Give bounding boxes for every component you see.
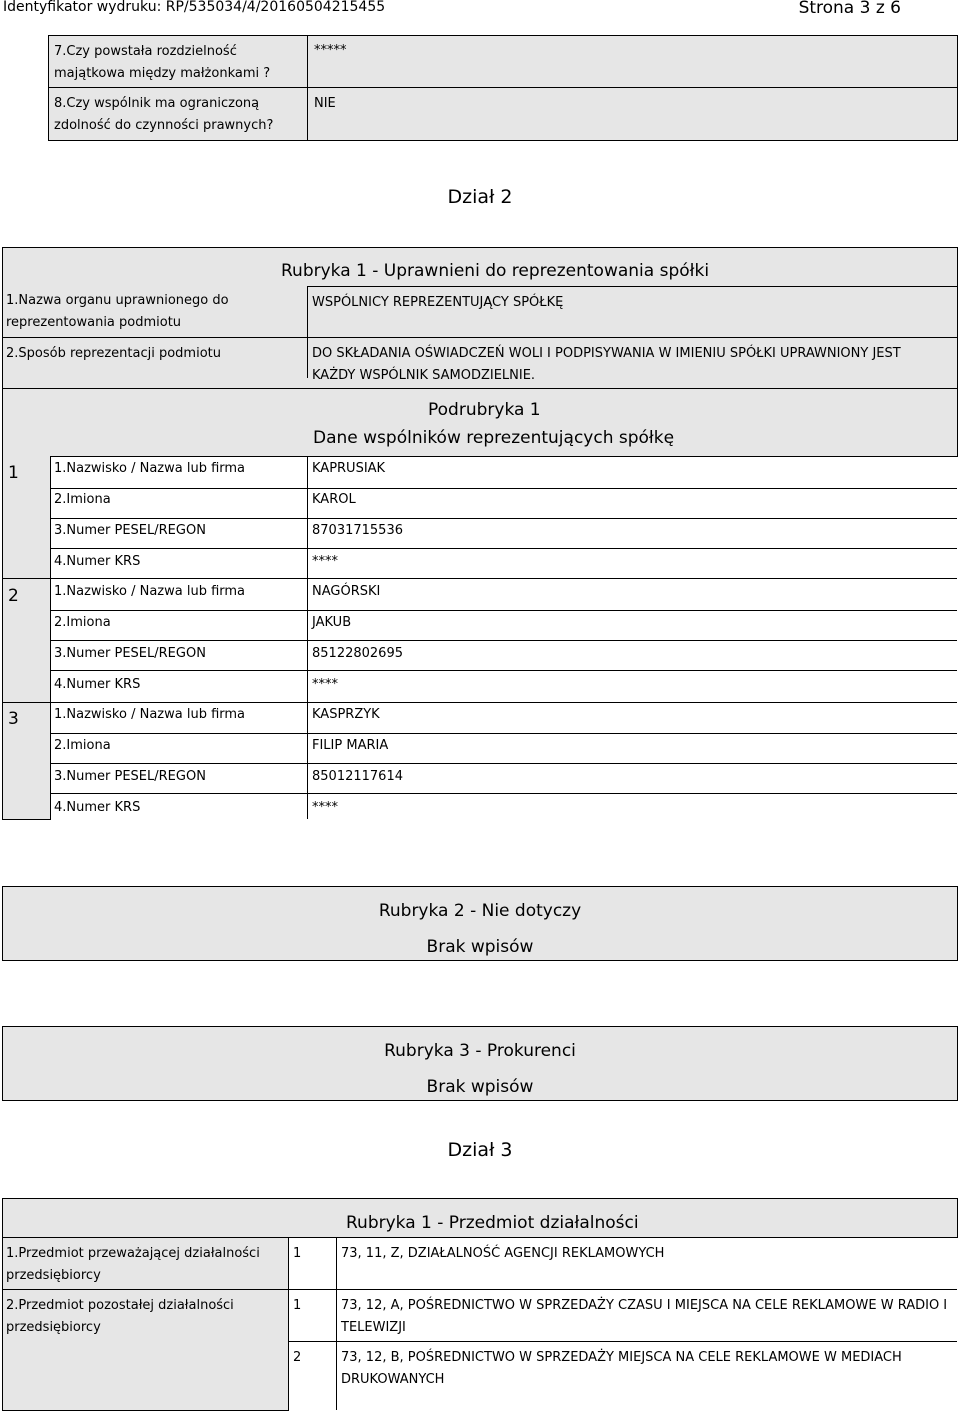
label-krs: 4.Numer KRS [54,677,141,692]
pozostaly-num: 1 [293,1298,302,1313]
label-pesel: 3.Numer PESEL/REGON [54,646,206,661]
label-pesel: 3.Numer PESEL/REGON [54,769,206,784]
dzial2-title: Dział 2 [447,186,513,208]
value-nazwisko: KAPRUSIAK [312,461,386,476]
rubryka2-note: Brak wpisów [426,937,534,957]
value-imiona: KAROL [312,492,356,507]
organ-label: 1.Nazwa organu uprawnionego do reprezentowania podmiotu [6,293,229,330]
rubryka3-box [2,1026,958,1101]
value-imiona: JAKUB [312,615,352,630]
podrubryka-title: Podrubryka 1 [428,400,541,420]
organ-value: WSPÓLNICY REPREZENTUJĄCY SPÓŁKĘ [312,295,564,310]
label-krs: 4.Numer KRS [54,800,141,815]
value-pesel: 85012117614 [312,769,403,784]
wspolnik-number: 2 [8,586,19,606]
przewazajacy-value: 73, 11, Z, DZIAŁALNOŚĆ AGENCJI REKLAMOWYCH [341,1246,665,1261]
rubryka1-table [2,247,958,820]
przewazajacy-label: 1.Przedmiot przeważającej działalności przedsiębiorcy [6,1246,260,1283]
row8-value: NIE [314,96,336,111]
print-id: Identyfikator wydruku: RP/535034/4/20160504215455 [3,0,386,15]
value-nazwisko: NAGÓRSKI [312,584,381,599]
pozostaly-label: 2.Przedmiot pozostałej działalności przedsiębiorcy [6,1298,234,1335]
label-nazwisko: 1.Nazwisko / Nazwa lub firma [54,461,246,476]
value-nazwisko: KASPRZYK [312,707,380,722]
row8-label: 8.Czy wspólnik ma ograniczoną zdolność do czynności prawnych? [54,96,274,133]
label-nazwisko: 1.Nazwisko / Nazwa lub firma [54,584,246,599]
pozostaly-value: 73, 12, A, POŚREDNICTWO W SPRZEDAŻY CZASU I MIEJSCA NA CELE REKLAMOWE W RADIO I TELEWIZJI [341,1298,948,1335]
label-imiona: 2.Imiona [54,738,111,753]
label-imiona: 2.Imiona [54,615,111,630]
value-krs: **** [312,554,338,569]
value-imiona: FILIP MARIA [312,738,389,753]
sposob-label: 2.Sposób reprezentacji podmiotu [6,346,221,361]
pozostaly-value: 73, 12, B, POŚREDNICTWO W SPRZEDAŻY MIEJSCA NA CELE REKLAMOWE W MEDIACH DRUKOWANYCH [341,1350,902,1387]
value-pesel: 87031715536 [312,523,403,538]
row7-label: 7.Czy powstała rozdzielność majątkowa między małżonkami ? [54,44,271,81]
label-pesel: 3.Numer PESEL/REGON [54,523,206,538]
rubryka2-title: Rubryka 2 - Nie dotyczy [378,901,582,921]
pozostaly-num: 2 [293,1350,302,1365]
dzial3-title: Dział 3 [447,1139,513,1161]
label-krs: 4.Numer KRS [54,554,141,569]
print-header [0,0,960,16]
value-krs: **** [312,677,338,692]
rubryka1-title: Rubryka 1 - Uprawnieni do reprezentowania spółki [281,261,710,281]
rubryka3-title: Rubryka 3 - Prokurenci [384,1041,576,1061]
page-number: Strona 3 z 6 [798,0,901,18]
przewazajacy-num: 1 [293,1246,302,1261]
value-pesel: 85122802695 [312,646,403,661]
row7-value: ***** [314,43,347,58]
dzial3-rubryka1-title: Rubryka 1 - Przedmiot działalności [346,1213,639,1233]
top-rows-table [48,35,958,141]
rubryka2-box [2,886,958,961]
sposob-value: DO SKŁADANIA OŚWIADCZEŃ WOLI I PODPISYWANIA W IMIENIU SPÓŁKI UPRAWNIONY JEST KAŻDY WSPÓLNIK SAMODZIELNIE. [312,346,901,383]
rubryka3-note: Brak wpisów [426,1077,534,1097]
label-nazwisko: 1.Nazwisko / Nazwa lub firma [54,707,246,722]
value-krs: **** [312,800,338,815]
dzial3-rubryka1-table [2,1198,958,1411]
podrubryka-subtitle: Dane wspólników reprezentujących spółkę [313,428,675,448]
wspolnik-number: 1 [8,463,19,483]
wspolnik-number: 3 [8,709,19,729]
label-imiona: 2.Imiona [54,492,111,507]
